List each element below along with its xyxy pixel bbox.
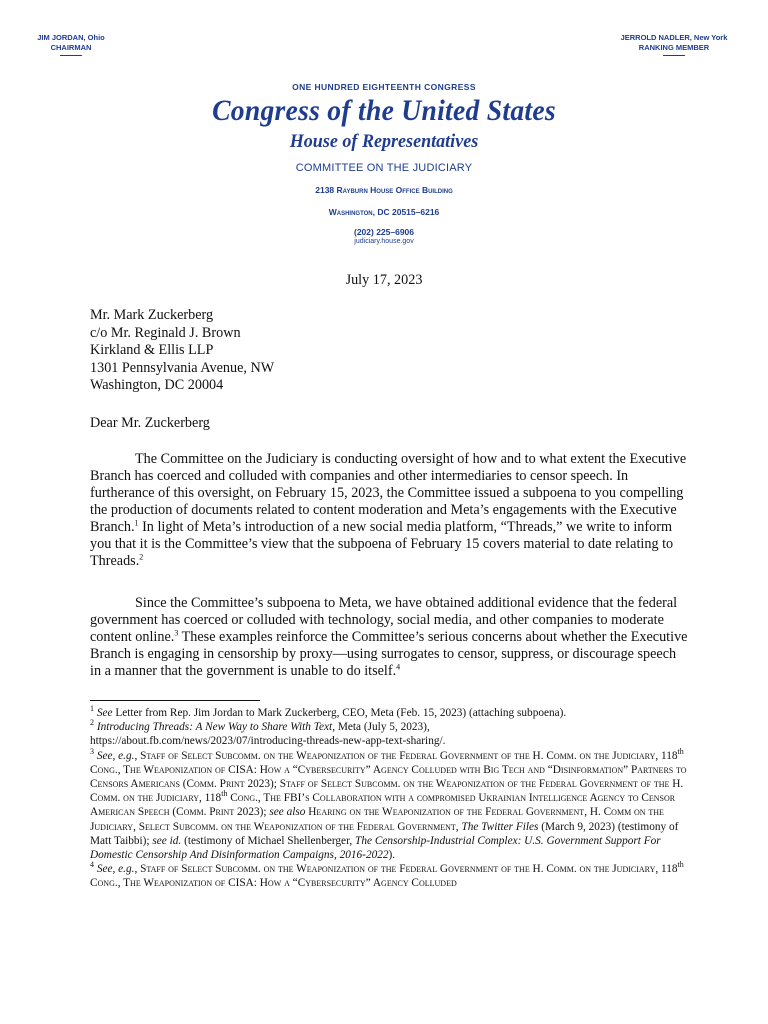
footnote-ref-3[interactable]: 3 [174,628,179,638]
website: judiciary.house.gov [354,238,414,245]
chairman-role: CHAIRMAN [50,43,92,52]
footnote-ref-2[interactable]: 2 [139,552,144,562]
footnote-4: $^4$ See, e.g., Staff of Select Subcomm. on the Weaponization of the Federal Government of the H. Comm. on the Judiciary, 118th Cong., The Weaponization of CISA: How a “Cybersecurity” Agency Colluded [90,860,684,890]
recipient-line: 1301 Pennsylvania Avenue, NW [90,359,275,376]
letter-date: July 17, 2023 [345,272,423,288]
chairman-block [30,33,112,56]
footnote-1: $^1$ See Letter from Rep. Jim Jordan to Mark Zuckerberg, CEO, Meta (Feb. 15, 2023) (attaching subpoena). [90,704,567,719]
ranking-member-rule [663,55,685,56]
footnote-3: $^3$ See, e.g., Staff of Select Subcomm. on the Weaponization of the Federal Government of the H. Comm. on the Judiciary, 118th Cong., The Weaponization of CISA: How a “Cybersecurity” Agency Colluded with Big Tech and “Disinformation” Partners to Censors Americans (Comm. Print 2023); Staff of Select Subcomm. on the Weaponization of the Federal Government of the H. Comm. on the Judiciary, 118th Cong., The FBI’s Collaboration with a compromised Ukrainian Intelligence Agency to Censor American Speech (Comm. Print 2023); see also Hearing on the Weaponization of the Federal Government, H. Comm on the Judiciary, Select Subcomm. on the Weaponization of the Federal Government, The Twitter Files (March 9, 2023) (testimony of Matt Taibbi); see id. (testimony of Michael Shellenberger, The Censorship-Industrial Complex: U.S. Government Support For Domestic Censorship And Disinformation Campaigns, 2016-2022). [90,746,687,862]
footnote-ref-1[interactable]: 1 [134,518,139,528]
congress-title: Congress of the United States [212,94,556,127]
salutation: Dear Mr. Zuckerberg [90,415,210,431]
office-address: 2138 Rayburn House Office Building [315,185,453,195]
ranking-member-role: RANKING MEMBER [638,43,710,52]
footnote-2: $^2$ Introducing Threads: A New Way to Share With Text, Meta (July 5, 2023), https://about.fb.com/news/2023/07/introducing-threads-new-app-text-sharing/. [90,718,446,748]
recipient-line: Kirkland & Ellis LLP [90,342,214,358]
recipient-line: c/o Mr. Reginald J. Brown [90,324,241,341]
ranking-member-block [614,33,734,56]
recipient-line: Mr. Mark Zuckerberg [90,307,214,323]
phone-number: (202) 225–6906 [353,227,415,237]
congress-number: ONE HUNDRED EIGHTEENTH CONGRESS [292,82,476,92]
committee-name: COMMITTEE ON THE JUDICIARY [295,162,473,174]
chairman-name: JIM JORDAN, Ohio [37,33,105,42]
footnote-url[interactable]: https://about.fb.com/news/2023/07/introducing-threads-new-app-text-sharing/. [90,735,446,748]
body-paragraph-1: The Committee on the Judiciary is conducting oversight of how and to what extent the Executive Branch has coerced and colluded with companies and other intermediaries to censor speech. In furtherance of this oversight, on February 15, 2023, the Committee issued a subpoena to you compelling the production of documents related to content moderation and Meta’s engagements with the Executive Branch.$^1$ In light of Meta’s introduction of a new social media platform, “Threads,” we write to inform you that it is the Committee’s view that the subpoena of February 15 covers material to date relating to Threads.$^2$ [90,451,687,569]
body-paragraph-2: Since the Committee’s subpoena to Meta, we have obtained additional evidence that the federal government has coerced or colluded with technology, social media, and other companies to moderate content online.$^3$ These examples reinforce the Committee’s serious concerns about whether the Executive Branch is engaging in censorship by proxy—using surrogates to censor, suppress, or discourage speech in a manner that the government is unable to do itself.$^4$ [90,595,688,679]
footnotes [90,706,690,891]
footnote-divider [90,700,260,701]
footnote-ref-4[interactable]: 4 [396,662,401,672]
recipient-address [90,307,690,395]
ranking-member-name: JERROLD NADLER, New York [620,33,728,42]
city-address: Washington, DC 20515–6216 [328,207,440,217]
chairman-rule [60,55,82,56]
recipient-line: Washington, DC 20004 [90,377,224,393]
house-title: House of Representatives [289,131,479,152]
